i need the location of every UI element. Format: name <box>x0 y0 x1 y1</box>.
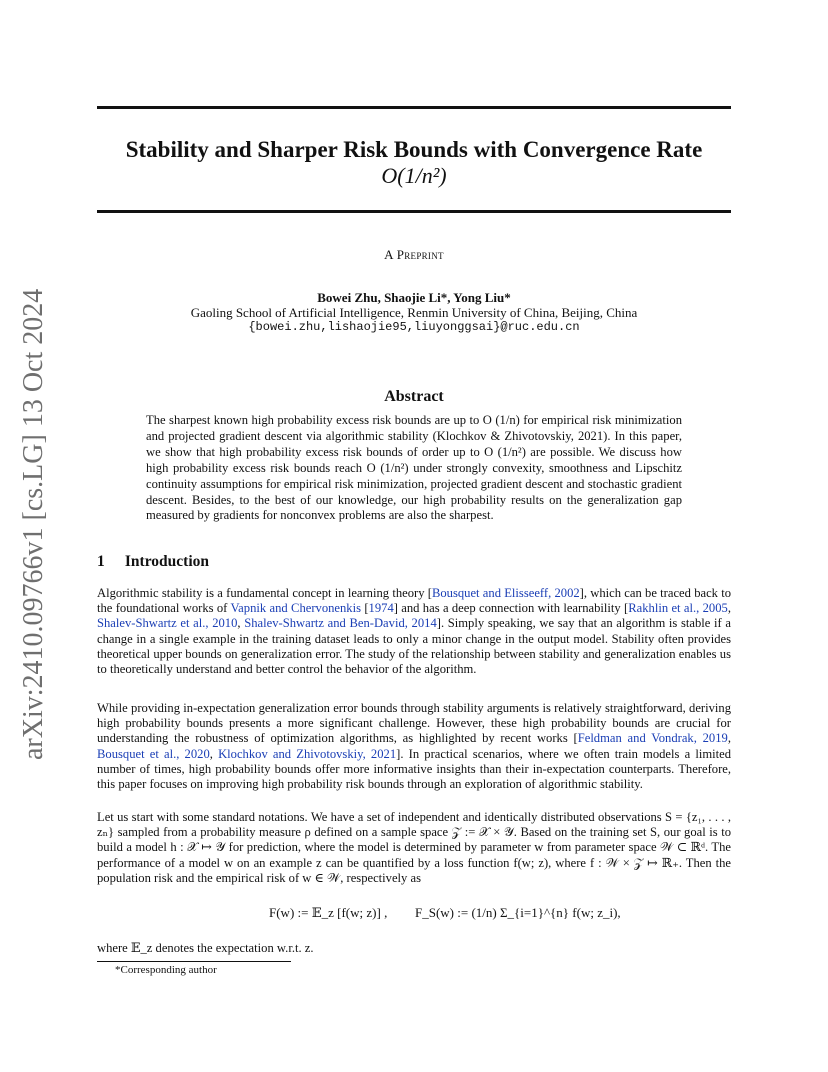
arxiv-stamp <box>8 254 54 762</box>
citation-link[interactable]: Feldman and Vondrak, 2019 <box>577 731 728 746</box>
text-run: Algorithmic stability is a fundamental concept in learning theory [ <box>97 586 432 600</box>
text-run: ]. In practical scenarios, where we often train models a limited number of times, high probability bounds offer more informative insights than their in-expectation counterparts. Therefore, this paper focuses on improving high probability risk bounds through an exploration of algorithmic stability. <box>97 746 732 792</box>
paragraph-intro-3: Let us start with some standard notations. We have a set of independent and identically distributed observations S = {z₁, . . . , zₙ} sampled from a probability measure ρ defined on a sample space 𝒵 := 𝒳 × 𝒴. Based on the training set S, our goal is to build a model h : 𝒳 ↦ 𝒴 for prediction, where the model is determined by parameter w from parameter space 𝒲 ⊂ ℝᵈ. The performance of a model w on an example z can be quantified by a loss function f(w; z), where f : 𝒲 × 𝒵 ↦ ℝ₊. Then the population risk and the empirical risk of w ∈ 𝒲, respectively as <box>97 810 731 885</box>
risk-equation <box>97 893 731 933</box>
text-run: , <box>209 746 219 761</box>
citation-link[interactable]: Klochkov and Zhivotovskiy, 2021 <box>218 746 397 761</box>
text-run: ], which can be traced back to the foundational works of <box>97 586 732 616</box>
equation-population-risk: F(w) := 𝔼_z [f(w; z)] , <box>269 905 388 920</box>
text-run: ] and has a deep connection with learnability [ <box>393 601 629 616</box>
paragraph-intro-1 <box>97 586 731 677</box>
authors: Bowei Zhu, Shaojie Li*, Yong Liu* <box>317 290 511 305</box>
text-run: , <box>237 616 245 631</box>
text-run: , <box>727 731 731 746</box>
footnote: *Corresponding author <box>115 964 217 976</box>
section-heading <box>97 553 209 571</box>
footnote-rule <box>97 961 291 962</box>
citation-link[interactable]: Shalev-Shwartz et al., 2010 <box>97 616 238 631</box>
section-title: Introduction <box>124 553 209 570</box>
abstract-heading: Abstract <box>384 388 444 405</box>
text-run: [ <box>361 601 369 616</box>
citation-link[interactable]: Vapnik and Chervonenkis <box>230 601 361 616</box>
where-text: where 𝔼_z denotes the expectation w.r.t. z. <box>97 941 314 955</box>
citation-link[interactable]: 1974 <box>368 601 394 616</box>
citation-link[interactable]: Shalev-Shwartz and Ben-David, 2014 <box>244 616 437 631</box>
equation-empirical-risk: F_S(w) := (1/n) Σ_{i=1}^{n} f(w; z_i), <box>415 905 621 920</box>
email: {bowei.zhu,lishaojie95,liuyonggsai}@ruc.edu.cn <box>248 320 580 334</box>
title-rule-bottom <box>97 210 731 213</box>
section-number: 1 <box>97 553 105 570</box>
title-rule-top <box>97 106 731 109</box>
text-run: While providing in-expectation generalization error bounds through stability arguments is relatively straightforward, deriving high probability bounds presents a more significant challenge. However, these high probability bounds are crucial for understanding the robustness of optimization algorithms, as highlighted by recent works [ <box>97 701 731 746</box>
text-run: ]. Simply speaking, we say that an algorithm is stable if a change in a single example in the training dataset leads to only a minor change in the output model. Stability often provides theoretical upper bounds on generalization error. The study of the relationship between stability and generalization enables us to theoretically understand and better control the behavior of the algorithm. <box>97 616 731 677</box>
citation-link[interactable]: Bousquet and Elisseeff, 2002 <box>431 586 580 600</box>
abstract-text: The sharpest known high probability excess risk bounds are up to O (1/n) for empirical risk minimization and projected gradient descent via algorithmic stability (Klochkov & Zhivotovskiy, 2021). In this paper, we show that high probability excess risk bounds of order up to O (1/n²) are possible. We discuss how high probability excess risk bounds reach O (1/n²) under strongly convexity, smoothness and Lipschitz continuity assumptions for empirical risk minimization, projected gradient descent and stochastic gradient descent. Besides, to the best of our knowledge, our high probability results on the generalization gap measured by gradients for nonconvex problems are also the sharpest. <box>146 413 682 523</box>
preprint-label: A Preprint <box>384 247 444 262</box>
arxiv-stamp-text: arXiv:2410.09766v1 [cs.LG] 13 Oct 2024 <box>18 288 49 760</box>
text-run: , <box>727 601 731 616</box>
paper-title: Stability and Sharper Risk Bounds with Convergence Rate <box>125 137 703 162</box>
paragraph-intro-2 <box>97 701 731 792</box>
affiliation: Gaoling School of Artificial Intelligence, Renmin University of China, Beijing, China <box>190 305 638 320</box>
citation-link[interactable]: Rakhlin et al., 2005 <box>628 601 728 616</box>
paper-title-math: O(1/n²) <box>381 163 447 188</box>
citation-link[interactable]: Bousquet et al., 2020 <box>97 746 210 761</box>
